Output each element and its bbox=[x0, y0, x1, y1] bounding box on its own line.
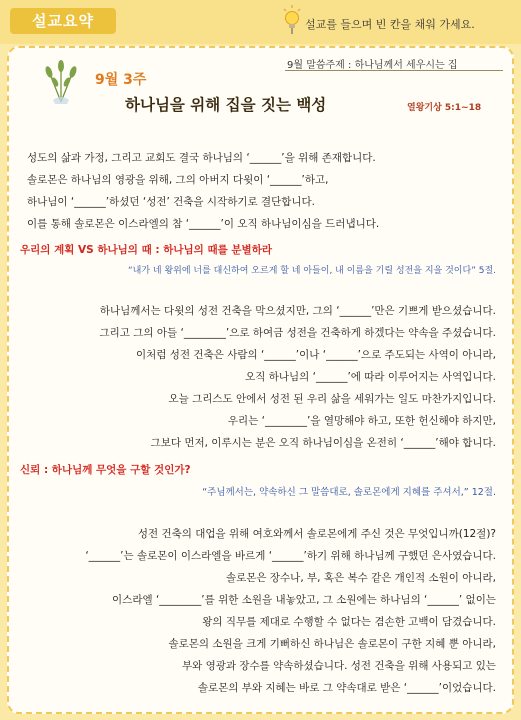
body-line: 솔로몬의 소원을 크게 기뻐하신 하나님은 솔로몬이 구한 지혜 뿐 아니라, bbox=[168, 638, 496, 650]
section-heading: 신뢰 : 하나님께 무엇을 구할 것인가? bbox=[20, 464, 191, 476]
section-heading: 우리의 계획 VS 하나님의 때 : 하나님의 때를 분별하라 bbox=[20, 244, 272, 256]
scripture-quote: “주님께서는, 약속하신 그 말씀대로, 솔로몬에게 지혜를 주셔서,” 12절. bbox=[202, 487, 496, 498]
plant-icon bbox=[36, 54, 86, 104]
body-line: ‘______’는 솔로몬이 이스라엘을 바르게 ‘______’하기 위해 하나님께 구했던 은사였습니다. bbox=[85, 550, 496, 562]
scripture-quote: “내가 네 왕위에 너를 대신하여 오르게 할 네 아들이, 내 이름을 기릴 성전을 지을 것이다” 5절. bbox=[128, 266, 496, 276]
body-line: 우리는 ‘________’을 열망해야 하고, 또한 헌신해야 하지만, bbox=[227, 415, 496, 427]
body-line: 이스라엘 ‘________’를 위한 소원을 내놓았고, 그 소원에는 하나님의 ‘______’ 없이는 bbox=[112, 594, 496, 606]
body-line: 이처럼 성전 건축은 사람의 ‘______’이나 ‘______’으로 주도되는 사역이 아니라, bbox=[136, 349, 496, 361]
header-tagline: 설교를 들으며 빈 칸을 채워 가세요. bbox=[305, 18, 475, 31]
intro-line: 솔로몬은 하나님의 영광을 위해, 그의 아버지 다윗이 ‘______’하고, bbox=[27, 174, 329, 186]
body-line: 솔로몬은 장수나, 부, 혹은 복수 같은 개인적 소원이 아니라, bbox=[225, 572, 496, 584]
body-line: 그리고 그의 아들 ‘________’으로 하여금 성전을 건축하게 하겠다는 약속을 주셨습니다. bbox=[99, 327, 496, 339]
body-line: 하나님께서는 다윗의 성전 건축을 막으셨지만, 그의 ‘______’만은 기쁘게 받으셨습니다. bbox=[99, 305, 496, 317]
body-line: 오직 하나님의 ‘______’에 따라 이루어지는 사역입니다. bbox=[245, 371, 496, 383]
body-line: 그보다 먼저, 이루시는 분은 오직 하나님이심을 온전히 ‘______’해야 합니다. bbox=[150, 437, 496, 449]
body-line: 부와 영광과 장수를 약속하셨습니다. 성전 건축을 위해 사용되고 있는 bbox=[181, 660, 496, 672]
section-tag: 설교요약 bbox=[10, 8, 116, 34]
sermon-title: 하나님을 위해 집을 짓는 백성 bbox=[125, 96, 327, 114]
body-line: 왕의 직무를 제대로 수행할 수 없다는 겸손한 고백이 담겼습니다. bbox=[202, 616, 496, 628]
lightbulb-icon bbox=[282, 5, 302, 35]
header-bar bbox=[0, 0, 521, 44]
scripture-reference: 열왕기상 5:1~18 bbox=[407, 103, 482, 113]
body-line: 오늘 그리스도 안에서 성전 된 우리 삶을 세워가는 일도 마찬가지입니다. bbox=[168, 393, 496, 405]
intro-line: 이를 통해 솔로몬은 이스라엘의 참 ‘______’이 오직 하나님이심을 드러냅니다. bbox=[27, 218, 380, 230]
intro-line: 하나님이 ‘______’하셨던 ‘성전’ 건축을 시작하기로 결단합니다. bbox=[27, 196, 316, 208]
intro-line: 성도의 삶과 가정, 그리고 교회도 결국 하나님의 ‘______’을 위해 존재합니다. bbox=[27, 152, 376, 164]
body-line: 솔로몬의 부와 지혜는 바로 그 약속대로 받은 ‘______’이었습니다. bbox=[197, 682, 496, 694]
body-line: 성전 건축의 대업을 위해 여호와께서 솔로몬에게 주신 것은 무엇입니까(12절)? bbox=[137, 528, 496, 540]
sermon-week: 9월 3주 bbox=[95, 72, 147, 88]
sermon-theme: 9월 말씀주제 : 하나님께서 세우시는 집 bbox=[287, 60, 458, 71]
theme-underline bbox=[285, 70, 503, 71]
